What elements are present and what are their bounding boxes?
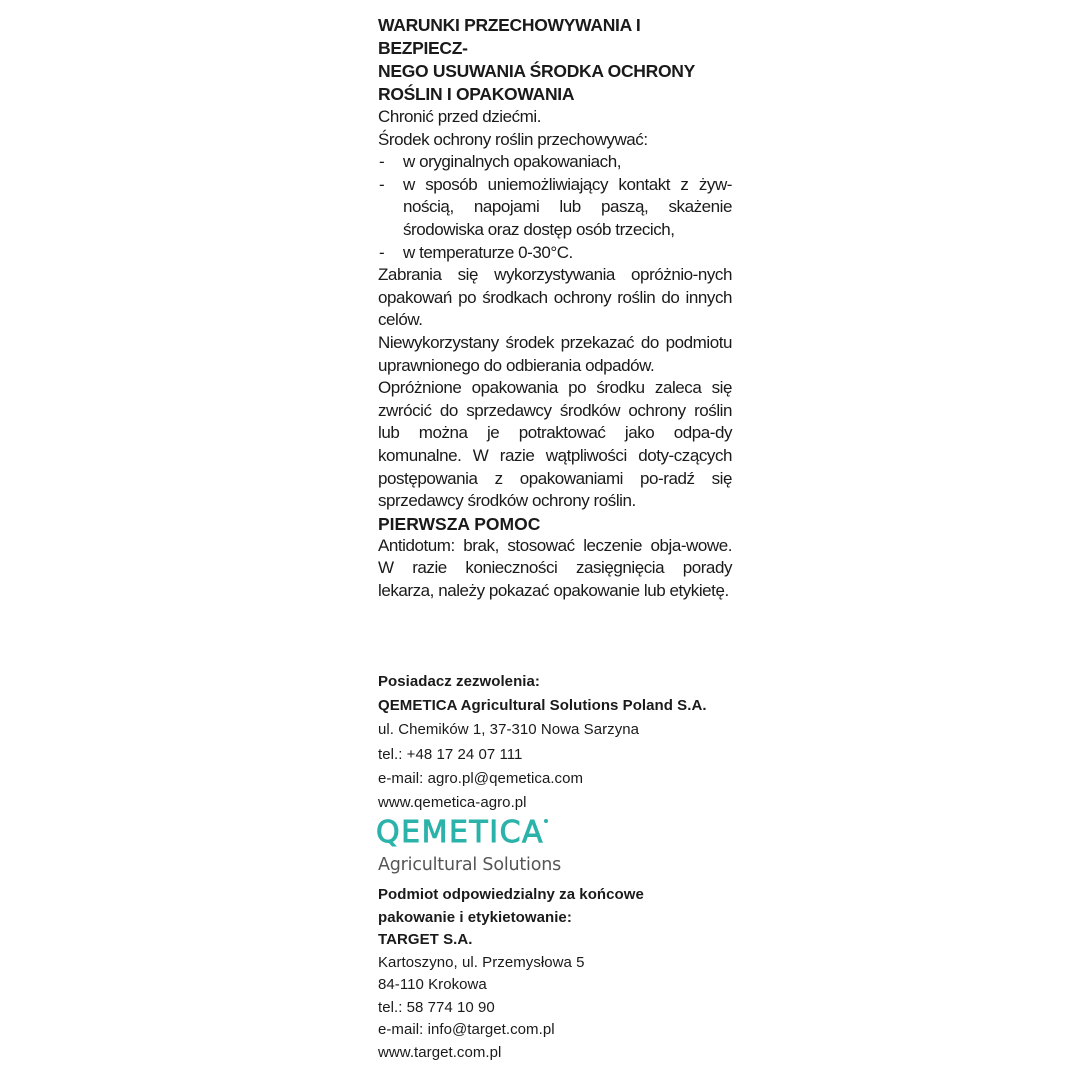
list-item	[378, 242, 732, 265]
packer-website: www.target.com.pl	[378, 1043, 502, 1061]
storage-heading	[378, 14, 732, 106]
storage-unused-disposal: Niewykorzystany środek przekazać do podmiotu uprawnionego do odbierania odpadów.	[378, 332, 732, 375]
packer-block	[378, 884, 798, 1064]
list-item	[378, 151, 732, 174]
first-aid-heading: PIERWSZA POMOC	[378, 513, 541, 534]
logo-tagline: Agricultural Solutions	[378, 855, 562, 875]
packer-address: 84-110 Krokowa	[378, 976, 487, 993]
permit-holder-website: www.qemetica-agro.pl	[378, 794, 527, 812]
list-item-text: w sposób uniemożliwiający kontakt z żyw-nością, napojami lub paszą, skażenie środowiska oraz dostęp osób trzecich,	[403, 174, 732, 239]
storage-heading-line: WARUNKI PRZECHOWYWANIA I BEZPIECZ-	[378, 15, 641, 58]
logo-dot-icon	[544, 819, 548, 823]
logo-wordmark	[376, 815, 544, 851]
storage-conditions-list	[378, 151, 732, 264]
permit-holder-email: e-mail: agro.pl@qemetica.com	[378, 769, 584, 787]
list-item-text: w temperaturze 0-30°C.	[403, 242, 573, 262]
packer-label: Podmiot odpowiedzialny za końcowe	[378, 886, 644, 903]
storage-heading-line: NEGO USUWANIA ŚRODKA OCHRONY	[378, 61, 695, 81]
storage-intro-children: Chronić przed dziećmi.	[378, 107, 541, 126]
list-dash: -	[379, 242, 385, 262]
permit-holder-label: Posiadacz zezwolenia:	[378, 673, 540, 690]
permit-holder-address: ul. Chemików 1, 37-310 Nowa Sarzyna	[378, 721, 640, 739]
label-text-column	[378, 14, 732, 602]
qemetica-logo	[376, 815, 561, 876]
permit-holder-block	[378, 670, 798, 815]
permit-holder-phone: tel.: +48 17 24 07 111	[378, 745, 523, 763]
first-aid-text: Antidotum: brak, stosować leczenie obja-wowe. W razie konieczności zasięgnięcia porady lekarza, należy pokazać opakowanie lub etykietę.	[378, 535, 732, 600]
storage-reuse-prohibition: Zabrania się wykorzystywania opróżnio-nych opakowań po środkach ochrony roślin do innych celów.	[378, 265, 732, 330]
packer-label: pakowanie i etykietowanie:	[378, 908, 572, 926]
storage-packaging-disposal: Opróżnione opakowania po środku zaleca się zwrócić do sprzedawcy środków ochrony roślin lub można je potraktować jako odpa-dy komunalne. W razie wątpliwości doty-czących postępowania z opakowaniami po-radź się sprzedawcy środków ochrony roślin.	[378, 378, 732, 511]
packer-phone: tel.: 58 774 10 90	[378, 998, 495, 1016]
storage-intro-conditions: Środek ochrony roślin przechowywać:	[378, 129, 648, 149]
packer-address: Kartoszyno, ul. Przemysłowa 5	[378, 953, 585, 971]
storage-heading-line: ROŚLIN I OPAKOWANIA	[378, 84, 575, 104]
packer-email: e-mail: info@target.com.pl	[378, 1021, 555, 1038]
logo-wordmark-text: QEMETICA	[376, 815, 545, 850]
list-dash: -	[379, 152, 385, 172]
list-dash: -	[379, 174, 385, 194]
list-item-text: w oryginalnych opakowaniach,	[403, 152, 621, 172]
permit-holder-company: QEMETICA Agricultural Solutions Poland S.A.	[378, 697, 707, 715]
packer-company: TARGET S.A.	[378, 931, 473, 948]
list-item	[378, 174, 732, 242]
